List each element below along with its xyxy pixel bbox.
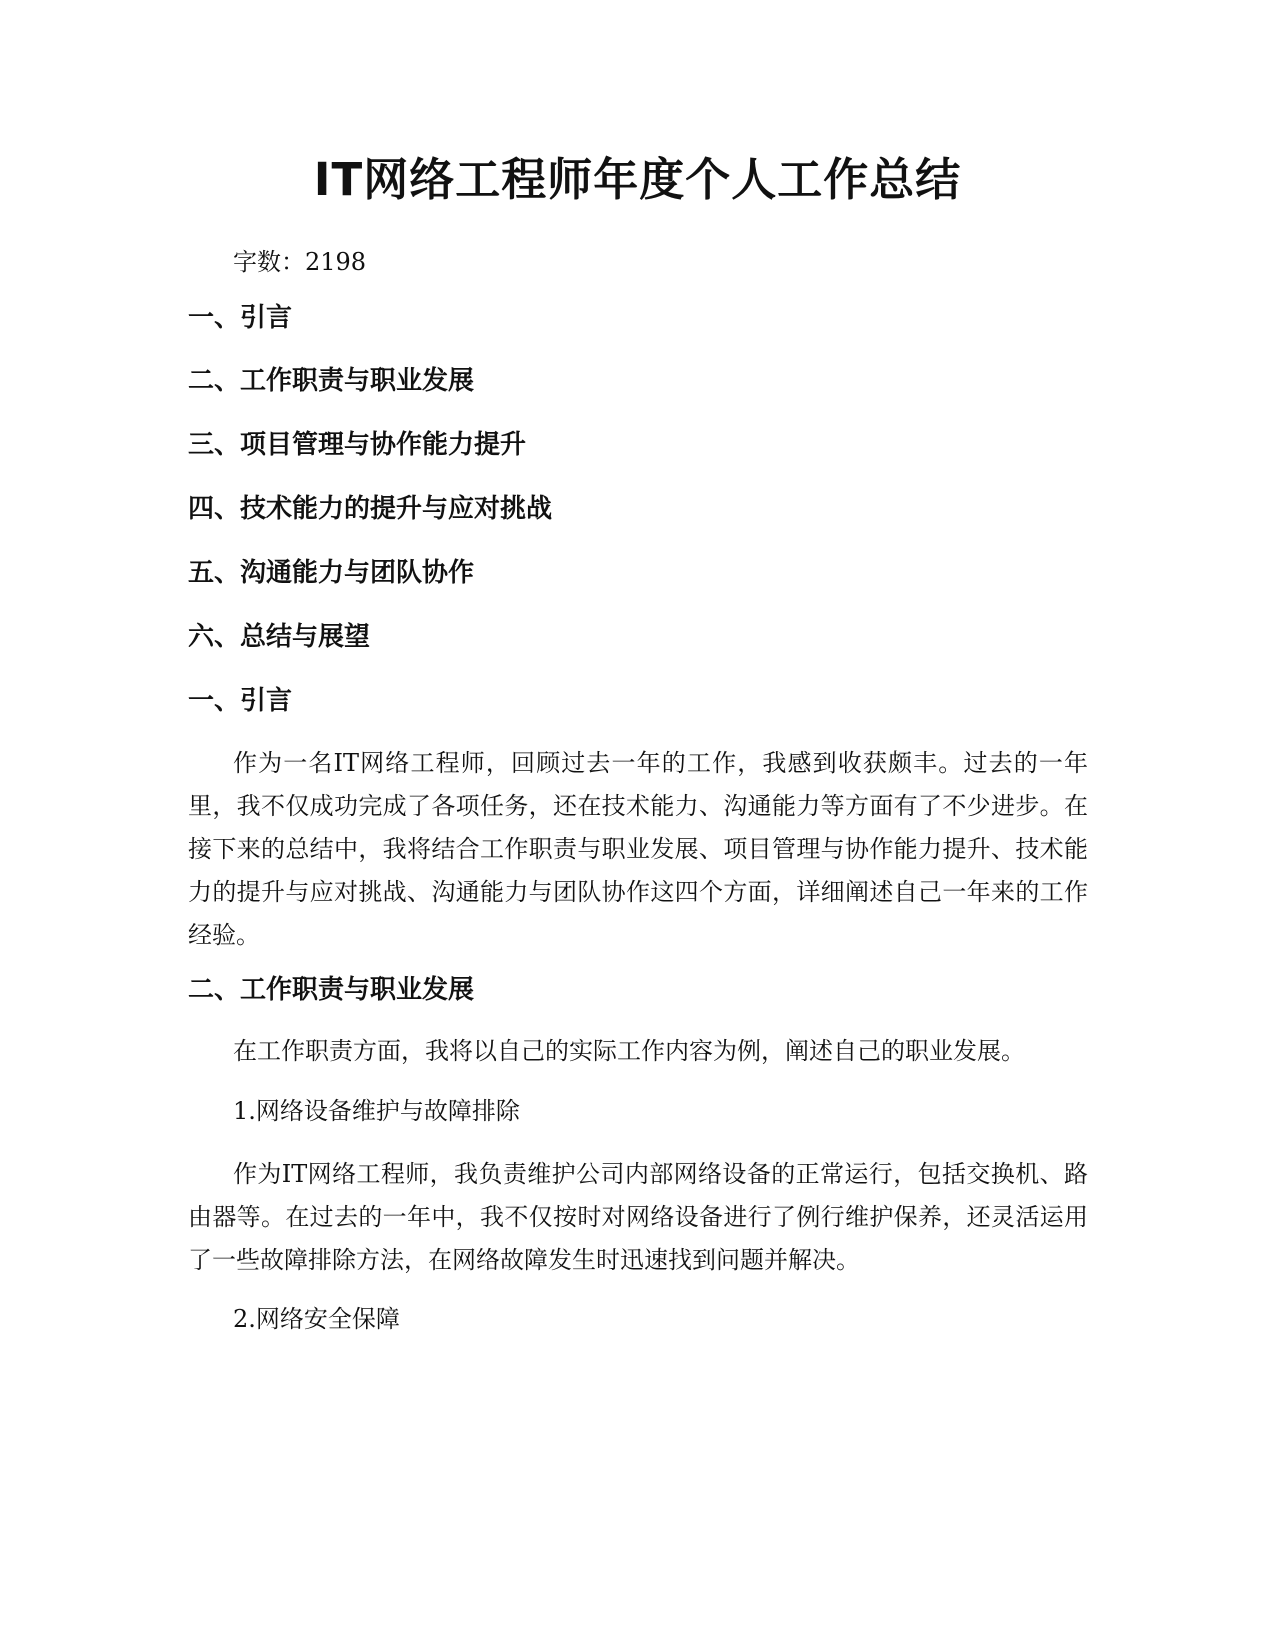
toc-item-3: 三、项目管理与协作能力提升 [188, 430, 527, 460]
toc-item-6: 六、总结与展望 [188, 622, 371, 652]
subsection-title-device-maintenance: 1.网络设备维护与故障排除 [233, 1097, 520, 1125]
toc-item-2: 二、工作职责与职业发展 [188, 366, 475, 396]
toc-item-5: 五、沟通能力与团队协作 [188, 558, 475, 588]
device-maintenance-paragraph: 作为IT网络工程师，我负责维护公司内部网络设备的正常运行，包括交换机、路由器等。在过去的一年中，我不仅按时对网络设备进行了例行维护保养，还灵活运用了一些故障排除方法，在网络故障发生时迅速找到问题并解决。 [188, 1160, 1088, 1274]
section-heading-introduction: 一、引言 [188, 686, 293, 716]
toc-item-1: 一、引言 [188, 303, 293, 333]
section-heading-duties: 二、工作职责与职业发展 [188, 975, 475, 1005]
toc-item-4: 四、技术能力的提升与应对挑战 [188, 494, 553, 524]
document-title: IT网络工程师年度个人工作总结 [313, 153, 962, 206]
duties-intro-paragraph: 在工作职责方面，我将以自己的实际工作内容为例，阐述自己的职业发展。 [233, 1037, 1025, 1065]
introduction-paragraph: 作为一名IT网络工程师，回顾过去一年的工作，我感到收获颇丰。过去的一年里，我不仅成功完成了各项任务，还在技术能力、沟通能力等方面有了不少进步。在接下来的总结中，我将结合工作职责与职业发展、项目管理与协作能力提升、技术能力的提升与应对挑战、沟通能力与团队协作这四个方面，详细阐述自己一年来的工作经验。 [188, 749, 1088, 949]
word-count: 字数：2198 [233, 248, 367, 276]
subsection-title-network-security: 2.网络安全保障 [233, 1305, 400, 1333]
